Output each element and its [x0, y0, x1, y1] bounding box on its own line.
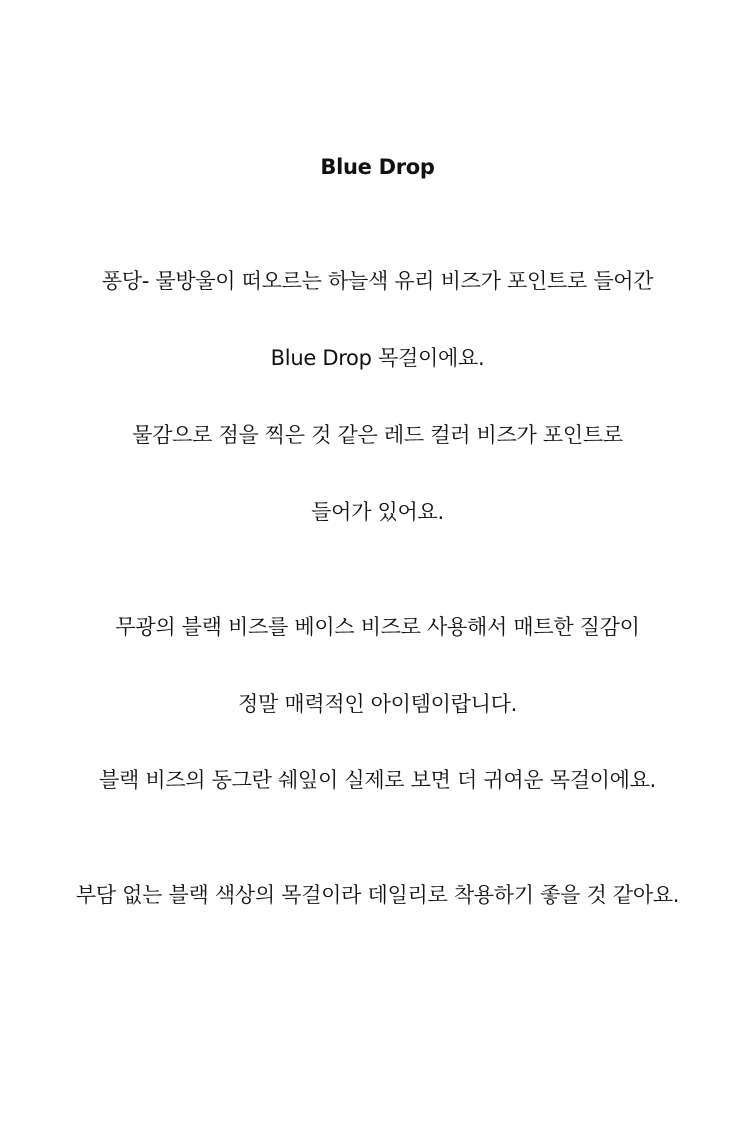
description-line-7: 블랙 비즈의 동그란 쉐잎이 실제로 보면 더 귀여운 목걸이에요.	[98, 768, 657, 792]
description-line-6: 정말 매력적인 아이템이랍니다.	[238, 692, 517, 716]
description-line-1: 퐁당- 물방울이 떠오르는 하늘색 유리 비즈가 포인트로 들어간	[101, 269, 654, 293]
description-line-5: 무광의 블랙 비즈를 베이스 비즈로 사용해서 매트한 질감이	[115, 615, 640, 639]
description-line-8: 부담 없는 블랙 색상의 목걸이라 데일리로 착용하기 좋을 것 같아요.	[75, 883, 680, 907]
description-line-2: Blue Drop 목걸이에요.	[270, 346, 485, 370]
product-title: Blue Drop	[320, 155, 435, 179]
description-line-4: 들어가 있어요.	[311, 500, 444, 524]
description-line-3: 물감으로 점을 찍은 것 같은 레드 컬러 비즈가 포인트로	[132, 423, 623, 447]
